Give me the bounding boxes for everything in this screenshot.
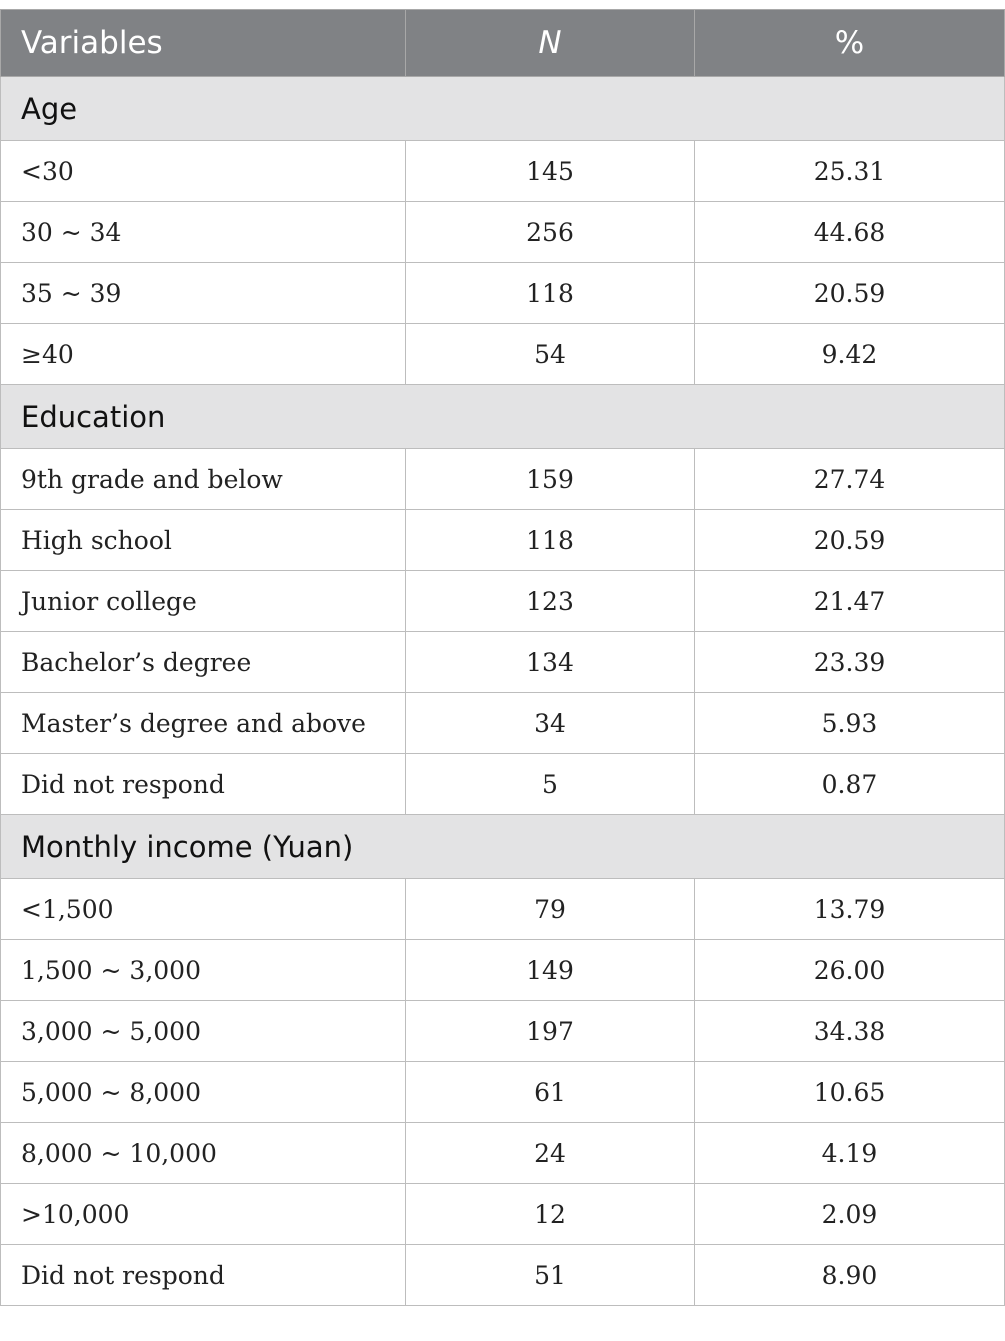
row-percent: 34.38 [695,1001,1005,1062]
row-n: 34 [406,693,695,754]
section-row-education [1,385,1005,449]
row-label: 35 ~ 39 [1,263,406,324]
demographics-table [0,9,1005,1306]
row-percent: 2.09 [695,1184,1005,1245]
table-row [1,754,1005,815]
row-n: 118 [406,263,695,324]
table-body [1,77,1005,1306]
row-n: 5 [406,754,695,815]
row-n: 145 [406,141,695,202]
row-percent: 4.19 [695,1123,1005,1184]
row-label: <1,500 [1,879,406,940]
row-n: 51 [406,1245,695,1306]
table-row [1,940,1005,1001]
row-label: 3,000 ~ 5,000 [1,1001,406,1062]
row-percent: 13.79 [695,879,1005,940]
row-label: >10,000 [1,1184,406,1245]
row-n: 134 [406,632,695,693]
table-row [1,1062,1005,1123]
row-label: Bachelor’s degree [1,632,406,693]
row-percent: 44.68 [695,202,1005,263]
table-row [1,1001,1005,1062]
row-label: 5,000 ~ 8,000 [1,1062,406,1123]
table-row [1,1123,1005,1184]
section-row-monthly-income [1,815,1005,879]
row-percent: 26.00 [695,940,1005,1001]
header-n: N [406,10,695,77]
row-label: <30 [1,141,406,202]
row-label: High school [1,510,406,571]
table-row [1,632,1005,693]
row-label: Master’s degree and above [1,693,406,754]
row-label: Did not respond [1,1245,406,1306]
row-label: Did not respond [1,754,406,815]
table-header [1,10,1005,77]
table-row [1,1184,1005,1245]
row-n: 256 [406,202,695,263]
row-n: 79 [406,879,695,940]
row-percent: 8.90 [695,1245,1005,1306]
table-row [1,449,1005,510]
row-percent: 5.93 [695,693,1005,754]
header-variables: Variables [1,10,406,77]
table-row [1,324,1005,385]
row-percent: 20.59 [695,263,1005,324]
row-n: 149 [406,940,695,1001]
row-n: 159 [406,449,695,510]
row-n: 197 [406,1001,695,1062]
table-row [1,510,1005,571]
row-n: 123 [406,571,695,632]
header-percent: % [695,10,1005,77]
table-row [1,263,1005,324]
row-percent: 27.74 [695,449,1005,510]
row-percent: 9.42 [695,324,1005,385]
row-percent: 25.31 [695,141,1005,202]
row-n: 118 [406,510,695,571]
row-label: Junior college [1,571,406,632]
table-row [1,571,1005,632]
table-row [1,693,1005,754]
header-row [1,10,1005,77]
section-title: Monthly income (Yuan) [1,815,1005,879]
section-title: Age [1,77,1005,141]
section-title: Education [1,385,1005,449]
section-row-age [1,77,1005,141]
row-label: 30 ~ 34 [1,202,406,263]
row-percent: 0.87 [695,754,1005,815]
row-n: 61 [406,1062,695,1123]
row-label: 8,000 ~ 10,000 [1,1123,406,1184]
table-row [1,1245,1005,1306]
row-label: 1,500 ~ 3,000 [1,940,406,1001]
row-label: ≥40 [1,324,406,385]
table-row [1,879,1005,940]
row-percent: 10.65 [695,1062,1005,1123]
row-percent: 20.59 [695,510,1005,571]
row-n: 12 [406,1184,695,1245]
row-percent: 21.47 [695,571,1005,632]
table-row [1,141,1005,202]
row-label: 9th grade and below [1,449,406,510]
table-row [1,202,1005,263]
row-percent: 23.39 [695,632,1005,693]
row-n: 24 [406,1123,695,1184]
row-n: 54 [406,324,695,385]
